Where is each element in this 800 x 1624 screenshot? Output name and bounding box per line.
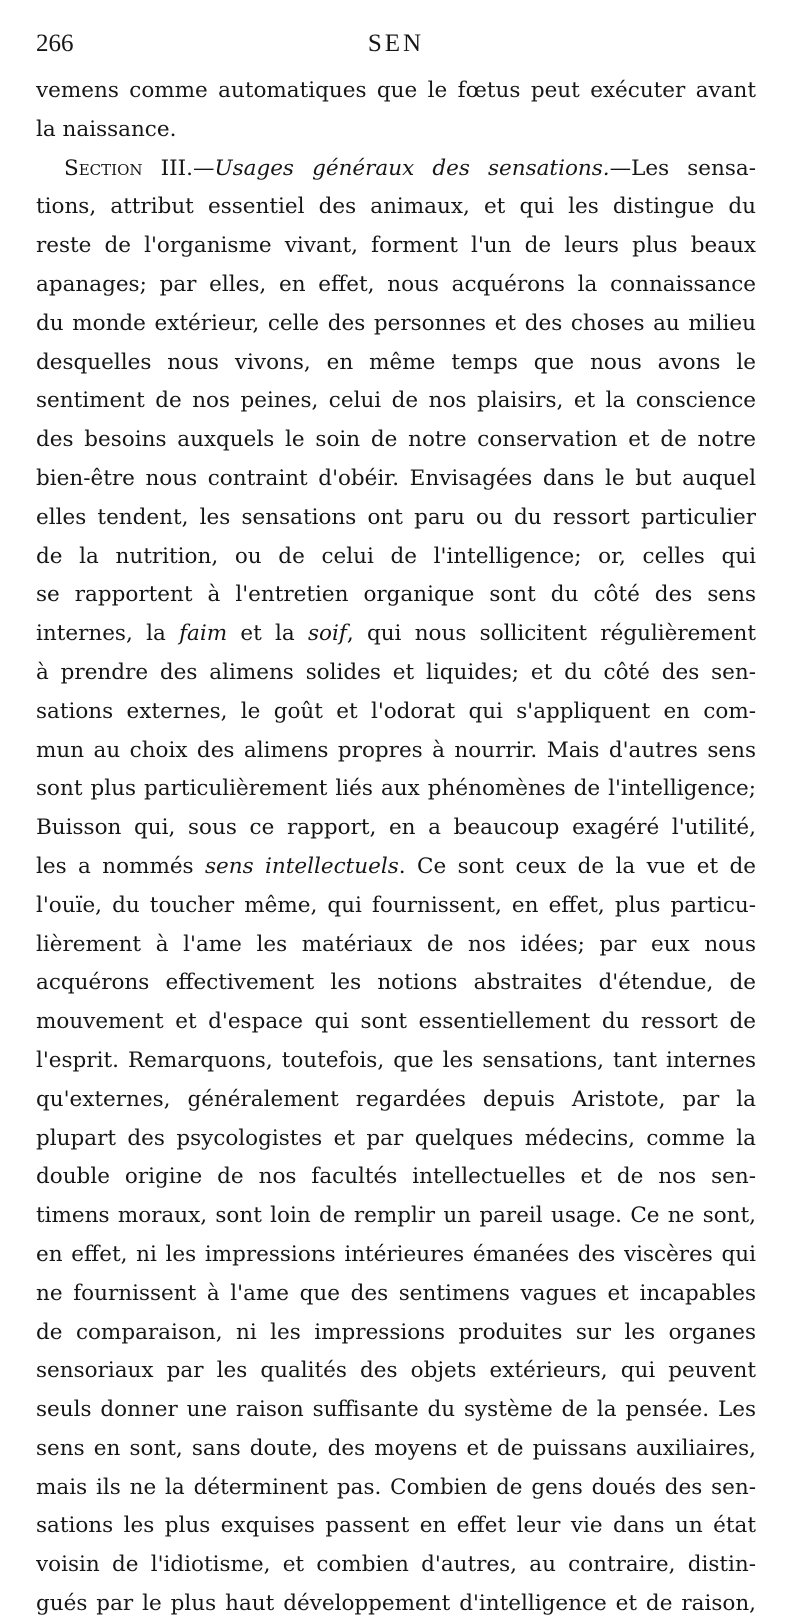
text-line: qu'externes, généralement regardées depuis Aristote, par la <box>36 1086 756 1112</box>
italic-phrase-sens-intellectuels: sens intellectuels <box>205 853 399 879</box>
text-line: tions, attribut essentiel des animaux, et qui les distingue du <box>36 194 756 220</box>
text-line: mun au choix des alimens propres à nourrir. Mais d'autres sens <box>36 737 756 763</box>
text-line: timens moraux, sont loin de remplir un pareil usage. Ce ne sont, <box>36 1203 756 1229</box>
text-line: voisin de l'idiotisme, et combien d'autres, au contraire, distin- <box>36 1552 756 1578</box>
text-line: sations les plus exquises passent en effet leur vie dans un état <box>36 1513 756 1539</box>
text-line-sens-intellectuels <box>36 848 756 887</box>
text-line: à prendre des alimens solides et liquides; et du côté des sen- <box>36 659 756 685</box>
text-segment: et la <box>227 621 309 647</box>
text-line: vemens comme automatiques que le fœtus peut exécuter avant <box>36 78 756 103</box>
text-line: sentiment de nos peines, celui de nos plaisirs, et la conscience <box>36 388 756 414</box>
running-title: SEN <box>367 30 425 57</box>
text-line: sens en sont, sans doute, des moyens et de puissans auxiliaires, <box>36 1435 756 1461</box>
text-line: Buisson qui, sous ce rapport, en a beaucoup exagéré l'utilité, <box>36 815 756 841</box>
section-label: Section <box>64 155 143 181</box>
text-line: se rapportent à l'entretien organique sont du côté des sens <box>36 582 756 608</box>
text-line: seuls donner une raison suffisante du système de la pensée. Les <box>36 1397 756 1423</box>
text-segment: internes, la <box>36 621 180 647</box>
section-text-start: —Les sensa- <box>609 155 756 181</box>
text-line: apanages; par elles, en effet, nous acquérons la connaissance <box>36 271 756 297</box>
italic-word-soif: soif <box>308 621 347 647</box>
text-line: lièrement à l'ame les matériaux de nos idées; par eux nous <box>36 931 756 957</box>
text-line: gués par le plus haut développement d'intelligence et de raison, <box>36 1591 756 1617</box>
text-segment: . Ce sont ceux de la vue et de <box>398 853 756 879</box>
text-line: la naissance. <box>36 116 177 142</box>
section-title: Usages généraux des sensations. <box>214 155 610 181</box>
text-line: acquérons effectivement les notions abstraites d'étendue, de <box>36 970 756 996</box>
text-line: reste de l'organisme vivant, forment l'un de leurs plus beaux <box>36 233 756 259</box>
text-line: l'esprit. Remarquons, toutefois, que les sensations, tant internes <box>36 1047 756 1073</box>
text-line: sensoriaux par les qualités des objets extérieurs, qui peuvent <box>36 1358 756 1384</box>
text-line: du monde extérieur, celle des personnes et des choses au milieu <box>36 310 756 336</box>
text-segment: , qui nous sollicitent régulièrement <box>346 621 756 647</box>
text-line: mouvement et d'espace qui sont essentiellement du ressort de <box>36 1009 756 1035</box>
section-heading-line <box>36 150 756 189</box>
text-line: de la nutrition, ou de celui de l'intelligence; or, celles qui <box>36 543 756 569</box>
section-number: III.— <box>160 155 215 181</box>
text-line: mais ils ne la déterminent pas. Combien de gens doués des sen- <box>36 1474 756 1500</box>
text-line: desquelles nous vivons, en même temps que nous avons le <box>36 349 756 375</box>
text-line: bien-être nous contraint d'obéir. Envisagées dans le but auquel <box>36 465 756 491</box>
text-line: l'ouïe, du toucher même, qui fournissent, en effet, plus particu- <box>36 892 756 918</box>
text-line: sations externes, le goût et l'odorat qui s'appliquent en com- <box>36 698 756 724</box>
text-line: des besoins auxquels le soin de notre conservation et de notre <box>36 427 756 453</box>
text-line: en effet, ni les impressions intérieures émanées des viscères qui <box>36 1241 756 1267</box>
section-paragraph <box>36 150 756 1624</box>
paragraph-continuation <box>36 72 756 150</box>
book-page <box>36 30 756 1624</box>
text-line: sont plus particulièrement liés aux phénomènes de l'intelligence; <box>36 776 756 802</box>
text-line: double origine de nos facultés intellectuelles et de nos sen- <box>36 1164 756 1190</box>
text-line: ne fournissent à l'ame que des sentimens vagues et incapables <box>36 1280 756 1306</box>
running-head <box>36 30 756 64</box>
page-number: 266 <box>36 30 74 57</box>
text-line-faim-soif <box>36 615 756 654</box>
text-line: plupart des psycologistes et par quelques médecins, comme la <box>36 1125 756 1151</box>
text-line: elles tendent, les sensations ont paru ou du ressort particulier <box>36 504 756 530</box>
text-line: de comparaison, ni les impressions produites sur les organes <box>36 1319 756 1345</box>
italic-word-faim: faim <box>179 621 228 647</box>
text-segment: les a nommés <box>36 853 205 879</box>
